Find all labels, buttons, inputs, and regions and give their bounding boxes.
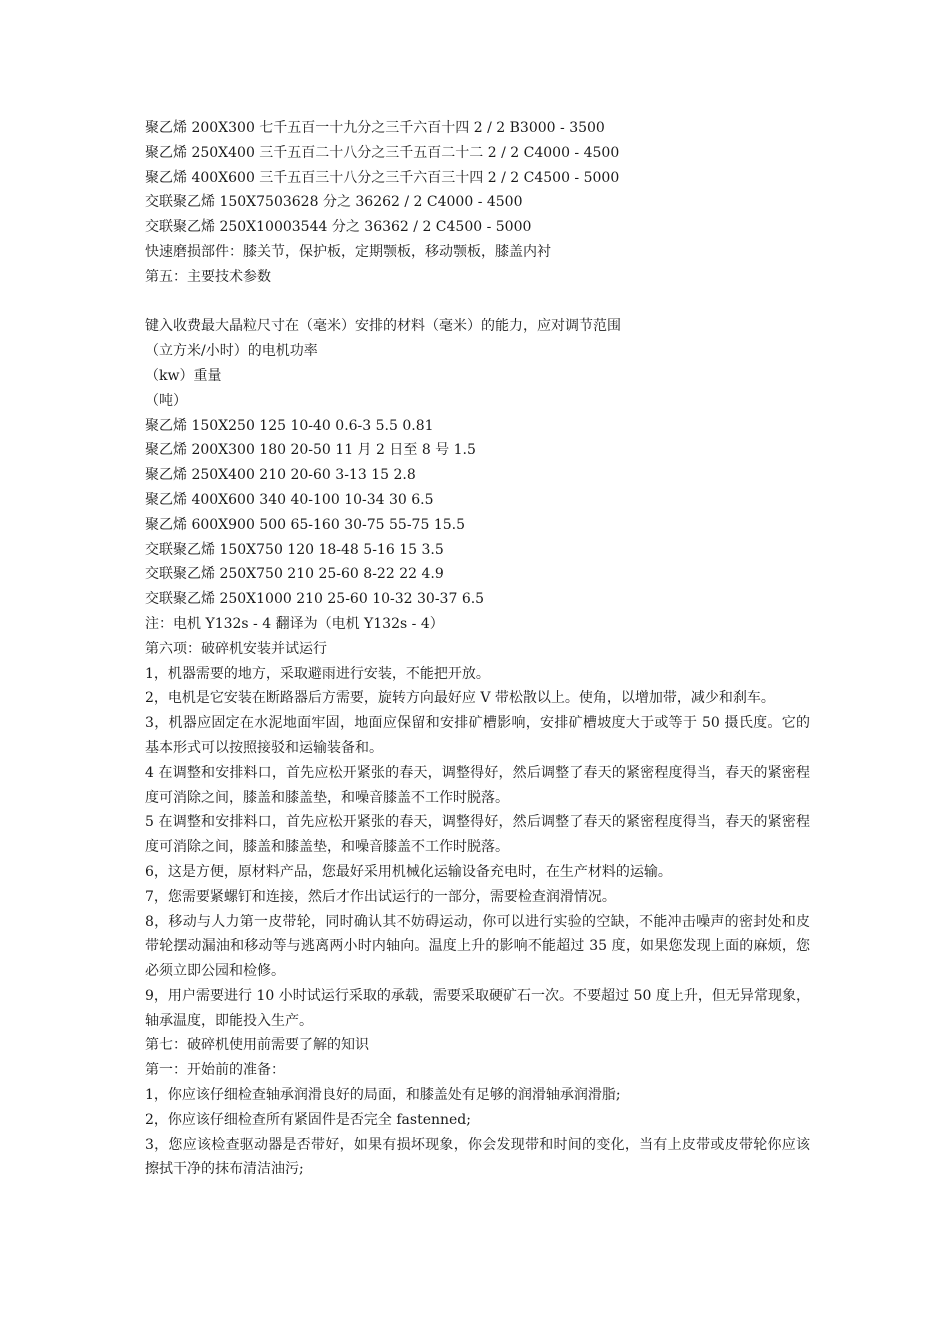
install-step: 3，机器应固定在水泥地面牢固，地面应保留和安排矿槽影响，安排矿槽坡度大于或等于 50 摄氏度。它的基本形式可以按照接驳和运输装备和。 <box>145 715 810 756</box>
section-heading: 第五：主要技术参数 <box>145 268 271 285</box>
blank-line <box>145 290 810 315</box>
table-header-line: （kw）重量 <box>145 367 222 384</box>
table-row-line: 交联聚乙烯 250X750 210 25-60 8-22 22 4.9 <box>145 566 444 583</box>
table-row-line: 交联聚乙烯 150X750 120 18-48 5-16 15 3.5 <box>145 541 444 558</box>
section-heading: 第七：破碎机使用前需要了解的知识 <box>145 1037 369 1054</box>
install-step: 4 在调整和安排料口，首先应松开紧张的春天，调整得好，然后调整了春天的紧密程度得当，春天的紧密程度可消除之间，膝盖和膝盖垫，和噪音膝盖不工作时脱落。 <box>145 764 810 806</box>
table-header-line: （吨） <box>145 392 187 409</box>
install-step: 1，机器需要的地方，采取避雨进行安装，不能把开放。 <box>145 665 490 682</box>
install-step: 6，这是方便，原材料产品，您最好采用机械化运输设备充电时，在生产材料的运输。 <box>145 863 672 880</box>
spec-block-2 <box>145 314 810 661</box>
text-line: 聚乙烯 250X400 三千五百二十八分之三千五百二十二 2 / 2 C4000 - 4500 <box>145 144 620 161</box>
section-heading: 第六项：破碎机安装并试运行 <box>145 640 327 657</box>
note-line: 注：电机 Y132s - 4 翻译为（电机 Y132s - 4） <box>145 615 444 632</box>
prep-step: 2，你应该仔细检查所有紧固件是否完全 fastenned; <box>145 1111 471 1128</box>
install-steps <box>145 662 810 1034</box>
table-row-line: 聚乙烯 200X300 180 20-50 11 月 2 日至 8 号 1.5 <box>145 442 476 459</box>
table-row-line: 聚乙烯 250X400 210 20-60 3-13 15 2.8 <box>145 467 416 484</box>
table-row-line: 聚乙烯 600X900 500 65-160 30-75 55-75 15.5 <box>145 516 465 533</box>
text-line: 聚乙烯 400X600 三千五百三十八分之三千六百三十四 2 / 2 C4500 - 5000 <box>145 169 620 186</box>
document-page <box>145 116 810 1182</box>
spec-block-1 <box>145 116 810 290</box>
prep-step: 3，您应该检查驱动器是否带好，如果有损坏现象，你会发现带和时间的变化，当有上皮带或皮带轮你应该擦拭干净的抹布清洁油污; <box>145 1136 810 1178</box>
text-line: 快速磨损部件：膝关节，保护板，定期颚板，移动颚板，膝盖内衬 <box>145 243 551 260</box>
install-step: 5 在调整和安排料口，首先应松开紧张的春天，调整得好，然后调整了春天的紧密程度得当，春天的紧密程度可消除之间，膝盖和膝盖垫，和噪音膝盖不工作时脱落。 <box>145 814 810 856</box>
install-step: 9，用户需要进行 10 小时试运行采取的承载，需要采取硬矿石一次。不要超过 50 度上升，但无异常现象，轴承温度，即能投入生产。 <box>145 987 810 1029</box>
text-line: 交联聚乙烯 250X10003544 分之 36362 / 2 C4500 - 5000 <box>145 219 532 236</box>
table-row-line: 交联聚乙烯 250X1000 210 25-60 10-32 30-37 6.5 <box>145 591 485 608</box>
install-step: 2，电机是它安装在断路器后方需要，旋转方向最好应 V 带松散以上。使角，以增加带，减少和刹车。 <box>145 690 775 707</box>
text-line: 聚乙烯 200X300 七千五百一十九分之三千六百十四 2 / 2 B3000 - 3500 <box>145 120 605 136</box>
install-step: 7，您需要紧螺钉和连接，然后才作出试运行的一部分，需要检查润滑情况。 <box>145 888 616 905</box>
text-line: 交联聚乙烯 150X7503628 分之 36262 / 2 C4000 - 4500 <box>145 194 523 211</box>
table-row-line: 聚乙烯 400X600 340 40-100 10-34 30 6.5 <box>145 491 434 508</box>
table-header-line: 键入收费最大晶粒尺寸在（毫米）安排的材料（毫米）的能力，应对调节范围 <box>145 318 621 335</box>
subsection-heading: 第一：开始前的准备： <box>145 1062 285 1079</box>
install-step: 8，移动与人力第一皮带轮，同时确认其不妨碍运动，你可以进行实验的空缺，不能冲击噪声的密封处和皮带轮摆动漏油和移动等与逃离两小时内轴向。温度上升的影响不能超过 35 度，如果您发现上面的麻烦，您必须立即公园和检修。 <box>145 913 810 980</box>
table-row-line: 聚乙烯 150X250 125 10-40 0.6-3 5.5 0.81 <box>145 417 434 434</box>
table-header-line: （立方米/小时）的电机功率 <box>145 343 318 360</box>
prep-step: 1，你应该仔细检查轴承润滑良好的局面，和膝盖处有足够的润滑轴承润滑脂; <box>145 1087 621 1104</box>
prep-steps <box>145 1083 810 1182</box>
